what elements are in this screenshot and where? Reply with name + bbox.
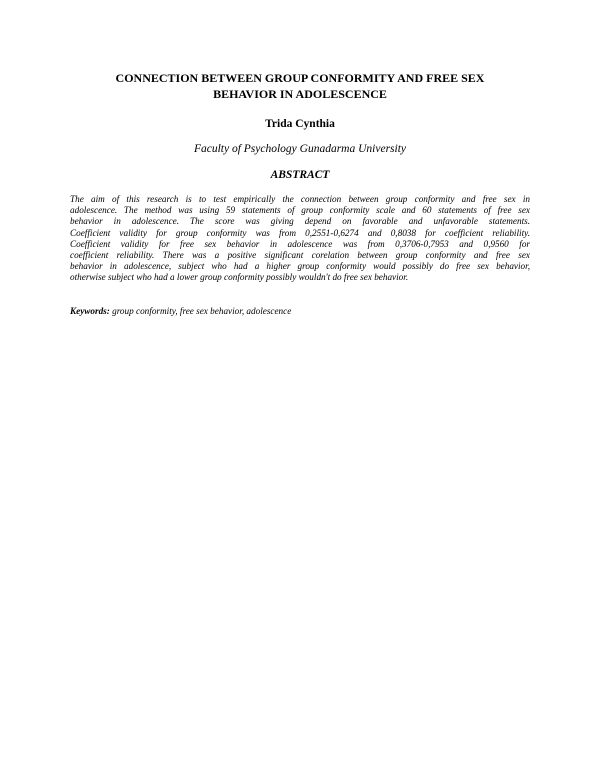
abstract-line: otherwise subject who had a lower group conformity possibly wouldn't do free sex behavior. bbox=[70, 272, 409, 283]
paper-title-line-1: CONNECTION BETWEEN GROUP CONFORMITY AND FREE SEX bbox=[115, 71, 485, 85]
abstract-line: Coefficient validity for free sex behavior in adolescence was from 0,3706-0,7953 and 0,9560 for bbox=[70, 238, 530, 249]
abstract-line: behavior in adolescence, subject who had a higher group conformity would possibly do free sex behavior, bbox=[70, 261, 530, 272]
author-name: Trida Cynthia bbox=[265, 118, 335, 130]
abstract-heading: ABSTRACT bbox=[270, 169, 330, 181]
abstract-line: coefficient reliability. There was a positive significant corelation between group conformity and free sex bbox=[70, 250, 530, 261]
abstract-line: Coefficient validity for group conformity was from 0,2551-0,6274 and 0,8038 for coefficient reliability. bbox=[70, 227, 530, 238]
author-affiliation: Faculty of Psychology Gunadarma University bbox=[193, 143, 407, 155]
abstract-line: The aim of this research is to test empirically the connection between group conformity and free sex in bbox=[70, 194, 530, 204]
abstract-line: adolescence. The method was using 59 statements of group conformity scale and 60 statements of free sex bbox=[70, 205, 530, 216]
keywords bbox=[70, 306, 530, 317]
paper-title-line-2: BEHAVIOR IN ADOLESCENCE bbox=[213, 87, 387, 101]
keywords-label: Keywords: bbox=[70, 306, 110, 316]
abstract-body bbox=[70, 194, 530, 284]
keywords-text: group conformity, free sex behavior, adolescence bbox=[109, 306, 292, 316]
abstract-line: behavior in adolescence. The score was giving depend on favorable and unfavorable statements. bbox=[70, 216, 530, 227]
paper-title bbox=[60, 70, 540, 102]
